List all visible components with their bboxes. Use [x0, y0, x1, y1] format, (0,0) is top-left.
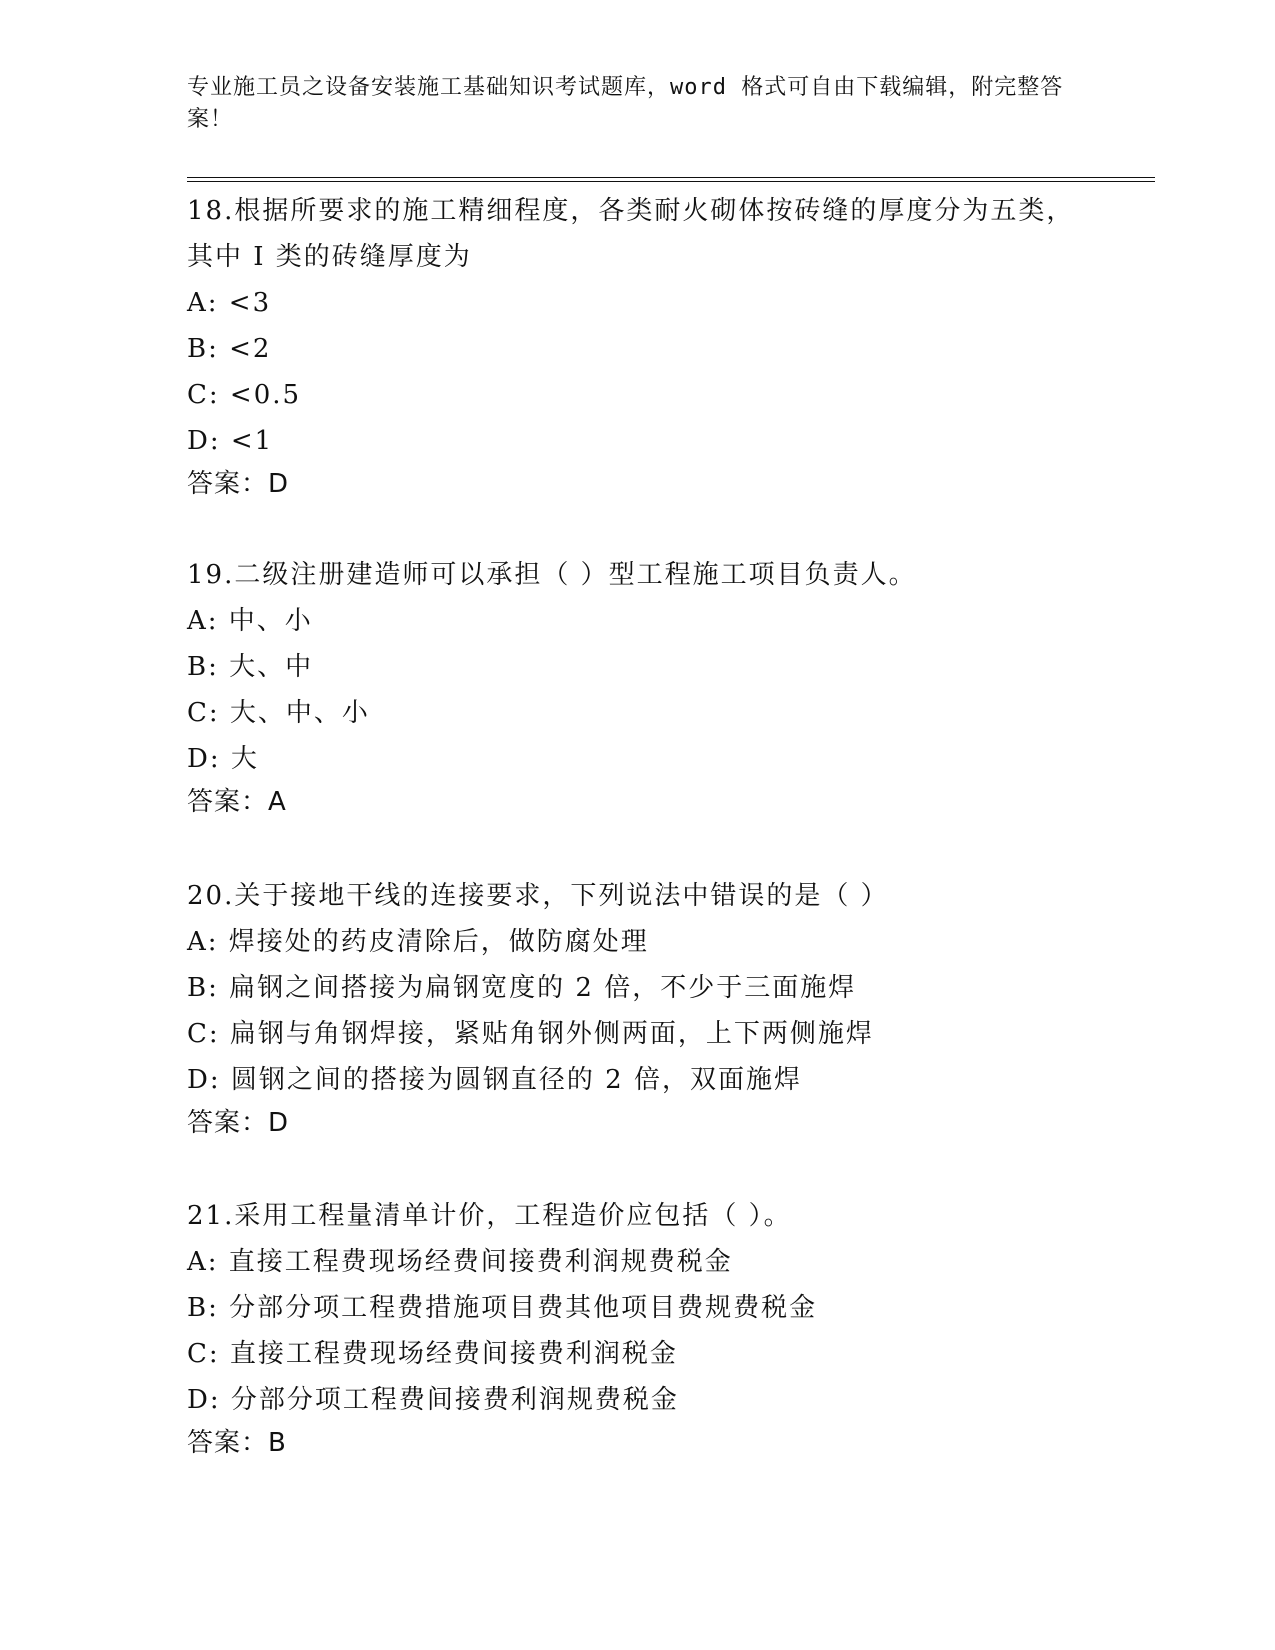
option-a: A: 焊接处的药皮清除后，做防腐处理: [187, 927, 649, 957]
option-d: D: 大: [187, 744, 259, 774]
question-stem: 20.关于接地干线的连接要求，下列说法中错误的是（ ）: [187, 881, 889, 911]
answer: 答案：B: [187, 1428, 287, 1458]
option-b: B: 分部分项工程费措施项目费其他项目费规费税金: [187, 1293, 818, 1323]
option-c: C: 扁钢与角钢焊接，紧贴角钢外侧两面，上下两侧施焊: [187, 1019, 874, 1049]
question-stem: 19.二级注册建造师可以承担（ ）型工程施工项目负责人。: [187, 560, 917, 590]
option-c: C: 大、中、小: [187, 698, 370, 728]
question-20: [187, 873, 1087, 1143]
option-c: C: 直接工程费现场经费间接费利润税金: [187, 1339, 678, 1369]
document-header: 专业施工员之设备安装施工基础知识考试题库，word 格式可自由下载编辑，附完整答案！: [187, 75, 1064, 132]
option-d: D: 分部分项工程费间接费利润规费税金: [187, 1385, 679, 1415]
option-d: D: 圆钢之间的搭接为圆钢直径的 2 倍，双面施焊: [187, 1065, 802, 1095]
option-b: B: 大、中: [187, 652, 314, 682]
question-21: [187, 1193, 1087, 1463]
header-divider-bottom: [187, 181, 1155, 182]
option-b: B: 扁钢之间搭接为扁钢宽度的 2 倍，不少于三面施焊: [187, 973, 857, 1003]
question-19: [187, 552, 1087, 822]
header-divider-top: [187, 177, 1155, 178]
option-a: A: <3: [187, 288, 272, 318]
option-a: A: 中、小: [187, 606, 313, 636]
option-a: A: 直接工程费现场经费间接费利润规费税金: [187, 1247, 733, 1277]
question-18: [187, 188, 1087, 504]
question-stem: 21.采用工程量清单计价，工程造价应包括（ ）。: [187, 1201, 792, 1231]
question-stem: 18.根据所要求的施工精细程度，各类耐火砌体按砖缝的厚度分为五类，其中 I 类的砖缝厚度为: [187, 196, 1075, 272]
option-d: D: <1: [187, 426, 274, 456]
answer: 答案：D: [187, 1108, 290, 1138]
option-c: C: <0.5: [187, 380, 302, 410]
option-b: B: <2: [187, 334, 272, 364]
answer: 答案：A: [187, 787, 287, 817]
answer: 答案：D: [187, 469, 290, 499]
